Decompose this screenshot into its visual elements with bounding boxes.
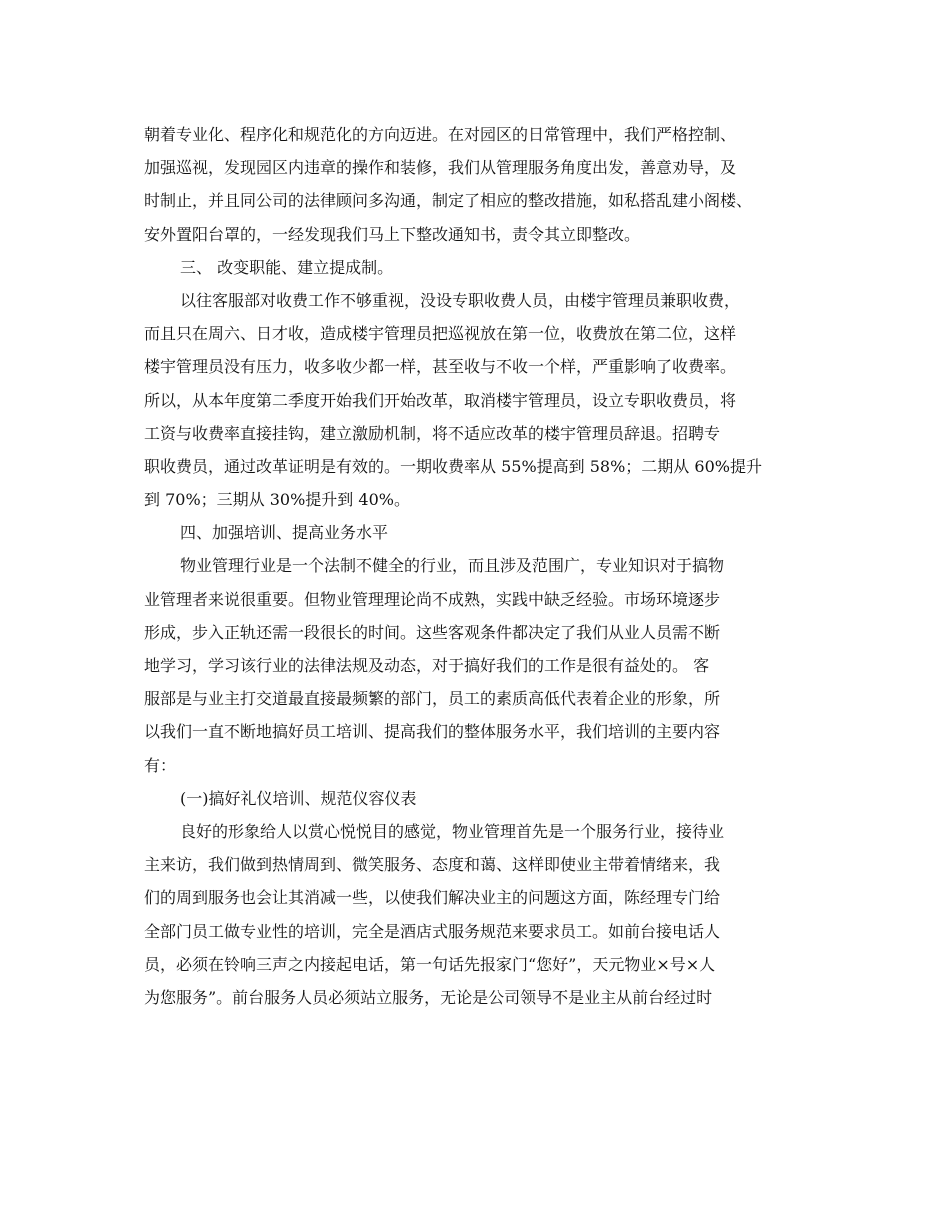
text-line: 有： — [144, 755, 177, 775]
text-line: 以我们一直不断地搞好员工培训、提高我们的整体服务水平，我们培训的主要内容 — [144, 722, 721, 742]
text-line: 全部门员工做专业性的培训，完全是酒店式服务规范来要求员工。如前台接电话人 — [144, 921, 721, 941]
text-line: 业管理者来说很重要。但物业管理理论尚不成熟，实践中缺乏经验。市场环境逐步 — [144, 589, 721, 609]
text-line: 形成，步入正轨还需一段很长的时间。这些客观条件都决定了我们从业人员需不断 — [144, 622, 721, 642]
text-line: 工资与收费率直接挂钩，建立激励机制，将不适应改革的楼宇管理员辞退。招聘专 — [144, 423, 721, 443]
text-line: 良好的形象给人以赏心悦悦目的感觉，物业管理首先是一个服务行业，接待业 — [180, 821, 725, 841]
text-line: 所以，从本年度第二季度开始我们开始改革，取消楼宇管理员，设立专职收费员，将 — [144, 390, 737, 410]
text-line: 而且只在周六、日才收，造成楼宇管理员把巡视放在第一位，收费放在第二位，这样 — [144, 324, 737, 344]
text-line: 为您服务”。前台服务人员必须站立服务，无论是公司领导不是业主从前台经过时 — [144, 987, 713, 1007]
text-line: 员，必须在铃响三声之内接起电话，第一句话先报家门“您好”，天元物业×号×人 — [144, 954, 716, 974]
text-line: (一)搞好礼仪培训、规范仪容仪表 — [180, 788, 417, 808]
text-line: 四、加强培训、提高业务水平 — [180, 523, 389, 543]
text-line: 以往客服部对收费工作不够重视，没设专职收费人员，由楼宇管理员兼职收费， — [180, 290, 741, 310]
text-line: 服部是与业主打交道最直接最频繁的部门，员工的素质高低代表着企业的形象，所 — [144, 689, 721, 709]
text-line: 朝着专业化、程序化和规范化的方向迈进。在对园区的日常管理中，我们严格控制、 — [144, 125, 737, 144]
text-line: 物业管理行业是一个法制不健全的行业，而且涉及范围广，专业知识对于搞物 — [180, 556, 725, 576]
text-line: 们的周到服务也会让其消减一些，以使我们解决业主的问题这方面，陈经理专门给 — [144, 888, 721, 908]
text-line: 主来访，我们做到热情周到、微笑服务、态度和蔼、这样即使业主带着情绪来，我 — [144, 855, 721, 875]
document-body — [144, 118, 804, 1014]
text-line: 地学习，学习该行业的法律法规及动态，对于搞好我们的工作是很有益处的。 客 — [144, 656, 710, 675]
text-line: 三、 改变职能、建立提成制。 — [180, 257, 394, 277]
text-line: 职收费员，通过改革证明是有效的。一期收费率从 55%提高到 58%；二期从 60%提升 — [144, 456, 762, 476]
text-line: 加强巡视，发现园区内违章的操作和装修，我们从管理服务角度出发，善意劝导，及 — [144, 158, 737, 178]
text-line: 时制止，并且同公司的法律顾问多沟通，制定了相应的整改措施，如私搭乱建小阁楼、 — [144, 191, 753, 211]
text-line: 到 70%；三期从 30%提升到 40%。 — [144, 490, 410, 510]
text-line: 安外置阳台罩的，一经发现我们马上下整改通知书，责令其立即整改。 — [144, 224, 641, 244]
text-line: 楼宇管理员没有压力，收多收少都一样，甚至收与不收一个样，严重影响了收费率。 — [144, 357, 737, 377]
